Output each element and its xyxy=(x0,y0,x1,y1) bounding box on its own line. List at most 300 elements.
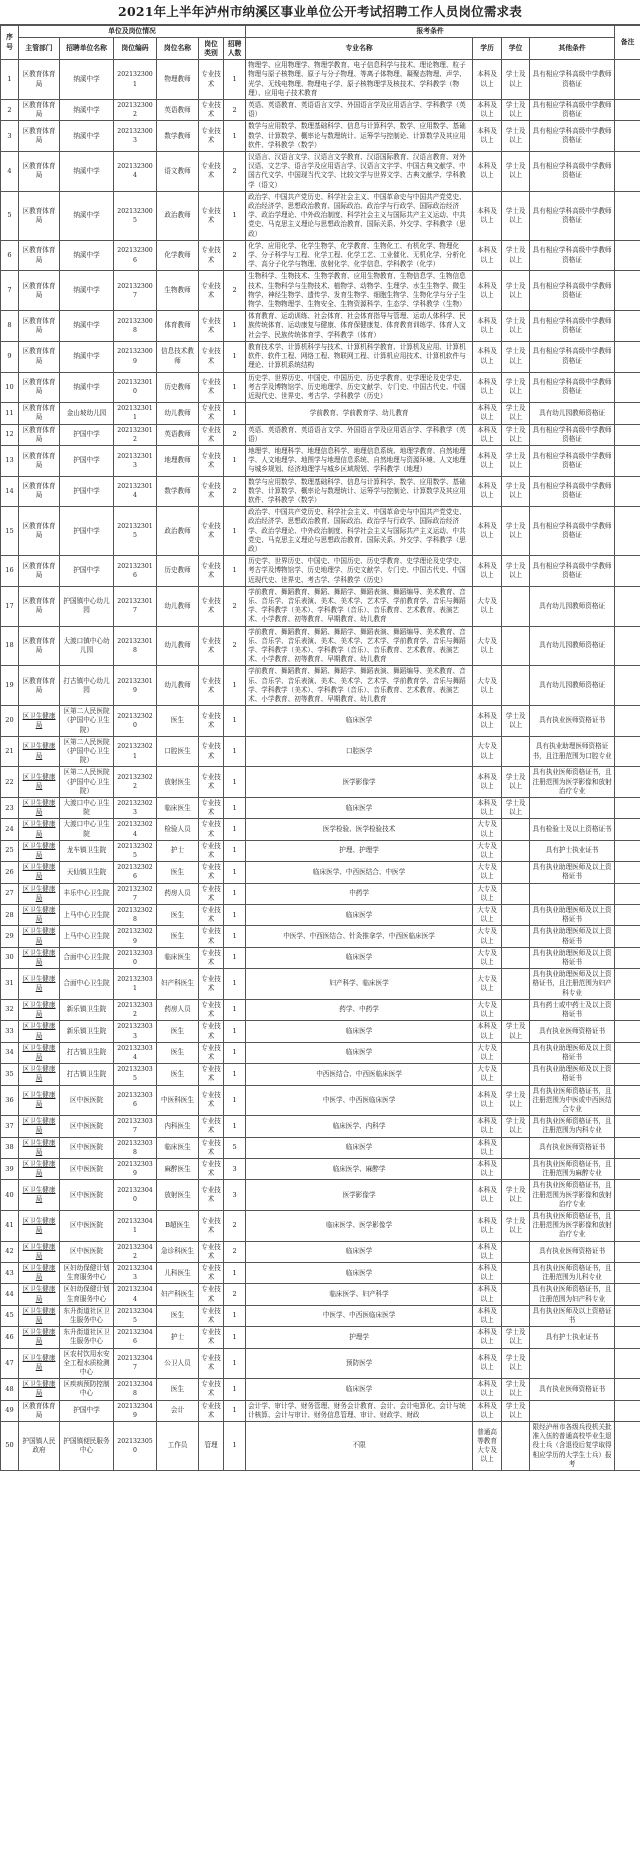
cell-unit: 打古镇卫生院 xyxy=(60,1064,114,1085)
cell-post: 数学教师 xyxy=(157,476,199,507)
cell-degree: 学士及以上 xyxy=(502,556,530,587)
cell-major: 临床医学 xyxy=(246,1042,473,1063)
cell-unit: 上马中心卫生院 xyxy=(60,926,114,947)
cell-major: 临床医学 xyxy=(246,1137,473,1158)
table-row xyxy=(1,706,640,737)
cell-type: 专业技术 xyxy=(199,1241,224,1262)
cell-remark xyxy=(615,556,640,587)
header-major: 专业名称 xyxy=(246,38,473,60)
cell-count: 1 xyxy=(224,1348,246,1379)
cell-count: 1 xyxy=(224,862,246,883)
table-row xyxy=(1,1262,640,1283)
cell-post: 政治教师 xyxy=(157,191,199,240)
cell-type: 专业技术 xyxy=(199,152,224,192)
header-other: 其他条件 xyxy=(530,38,615,60)
cell-post: 幼儿教师 xyxy=(157,666,199,706)
cell-type: 专业技术 xyxy=(199,1327,224,1348)
cell-major: 临床医学、内科学 xyxy=(246,1116,473,1137)
cell-unit: 纳溪中学 xyxy=(60,372,114,403)
cell-dept: 区卫生健康局 xyxy=(19,1116,60,1137)
cell-post: 幼儿教师 xyxy=(157,626,199,666)
cell-dept: 区卫生健康局 xyxy=(19,1379,60,1400)
cell-dept: 区卫生健康局 xyxy=(19,883,60,904)
cell-seq: 42 xyxy=(1,1241,19,1262)
cell-degree: 学士及以上 xyxy=(502,1348,530,1379)
cell-seq: 41 xyxy=(1,1210,19,1241)
table-row xyxy=(1,840,640,861)
cell-type: 专业技术 xyxy=(199,424,224,445)
cell-edu: 本科及以上 xyxy=(473,507,502,556)
cell-degree: 学士及以上 xyxy=(502,100,530,121)
cell-unit: 打古镇中心幼儿园 xyxy=(60,666,114,706)
cell-post: 放射医生 xyxy=(157,1180,199,1211)
cell-seq: 44 xyxy=(1,1284,19,1305)
cell-code: 2021323003 xyxy=(114,121,157,152)
cell-degree xyxy=(502,1241,530,1262)
cell-major: 临床医学 xyxy=(246,798,473,819)
cell-unit: 龙车镇卫生院 xyxy=(60,840,114,861)
cell-other: 具有幼儿园教师资格证 xyxy=(530,586,615,626)
cell-count: 1 xyxy=(224,1064,246,1085)
cell-remark xyxy=(615,969,640,1000)
cell-dept: 区卫生健康局 xyxy=(19,926,60,947)
table-row xyxy=(1,999,640,1020)
cell-type: 专业技术 xyxy=(199,1284,224,1305)
cell-code: 2021323011 xyxy=(114,403,157,424)
header-group-unit: 单位及岗位情况 xyxy=(19,26,246,38)
cell-major: 数学与应用数学、数理基础科学、信息与计算科学、数学、应用数学、基础数学、计算数学、概率论与数理统计、运筹学与控制论、计算数学及其应用软件、学科教学（数学） xyxy=(246,121,473,152)
cell-seq: 4 xyxy=(1,152,19,192)
cell-edu: 本科及以上 xyxy=(473,1180,502,1211)
cell-major: 医学影像学 xyxy=(246,767,473,798)
cell-unit: 纳溪中学 xyxy=(60,311,114,342)
cell-remark xyxy=(615,819,640,840)
cell-major: 口腔医学 xyxy=(246,736,473,767)
cell-major: 临床医学 xyxy=(246,905,473,926)
cell-count: 1 xyxy=(224,1262,246,1283)
cell-major: 学前教育、舞蹈教育、舞蹈、舞蹈学、舞蹈表演、舞蹈编导、美术教育、音乐、音乐学、音乐表演、美术、美术学、艺术学、学前教育学、音乐与舞蹈学、学科教学（美术）、学科教学（音乐）、音乐教育、艺术教育、表演艺术、小学教育、初等教育、早期教育、幼儿教育 xyxy=(246,666,473,706)
cell-remark xyxy=(615,1305,640,1326)
cell-count: 2 xyxy=(224,1210,246,1241)
cell-seq: 40 xyxy=(1,1180,19,1211)
cell-dept: 区教育体育局 xyxy=(19,121,60,152)
cell-other: 具有相应学科高级中学教师资格证 xyxy=(530,311,615,342)
cell-code: 2021323047 xyxy=(114,1348,157,1379)
table-row xyxy=(1,767,640,798)
cell-type: 专业技术 xyxy=(199,798,224,819)
cell-seq: 20 xyxy=(1,706,19,737)
cell-post: 检验人员 xyxy=(157,819,199,840)
cell-seq: 9 xyxy=(1,341,19,372)
table-row xyxy=(1,445,640,476)
cell-edu: 本科及以上 xyxy=(473,476,502,507)
cell-post: B超医生 xyxy=(157,1210,199,1241)
cell-degree xyxy=(502,969,530,1000)
cell-dept: 区卫生健康局 xyxy=(19,798,60,819)
cell-other: 具有相应学科高级中学教师资格证 xyxy=(530,271,615,311)
cell-other xyxy=(530,1400,615,1421)
cell-edu: 本科及以上 xyxy=(473,1116,502,1137)
cell-unit: 护国中学 xyxy=(60,445,114,476)
cell-major: 临床医学、妇产科学 xyxy=(246,1284,473,1305)
cell-degree: 学士及以上 xyxy=(502,507,530,556)
header-group-requirements: 报考条件 xyxy=(246,26,615,38)
cell-code: 2021323044 xyxy=(114,1284,157,1305)
cell-remark xyxy=(615,1400,640,1421)
cell-unit: 区中医医院 xyxy=(60,1116,114,1137)
cell-remark xyxy=(615,424,640,445)
cell-count: 1 xyxy=(224,311,246,342)
cell-count: 1 xyxy=(224,819,246,840)
cell-type: 管理 xyxy=(199,1422,224,1471)
table-row xyxy=(1,1064,640,1085)
cell-dept: 区卫生健康局 xyxy=(19,1241,60,1262)
cell-unit: 护国镇便民服务中心 xyxy=(60,1422,114,1471)
cell-seq: 11 xyxy=(1,403,19,424)
cell-post: 临床医生 xyxy=(157,798,199,819)
cell-remark xyxy=(615,341,640,372)
cell-count: 1 xyxy=(224,1021,246,1042)
cell-major: 临床医学 xyxy=(246,1241,473,1262)
cell-post: 临床医生 xyxy=(157,947,199,968)
cell-code: 2021323033 xyxy=(114,1021,157,1042)
cell-code: 2021323032 xyxy=(114,999,157,1020)
header-seq: 序号 xyxy=(1,26,19,60)
cell-other: 具有执业助理医师及以上资格证书 xyxy=(530,1064,615,1085)
cell-major: 中西医结合、中西医临床医学 xyxy=(246,1064,473,1085)
cell-seq: 39 xyxy=(1,1158,19,1179)
cell-type: 专业技术 xyxy=(199,840,224,861)
cell-seq: 1 xyxy=(1,60,19,100)
cell-other: 具有护士执业证书 xyxy=(530,1327,615,1348)
cell-code: 2021323019 xyxy=(114,666,157,706)
cell-major: 体育教育、运动训练、社会体育、社会体育指导与管理、运动人体科学、民族传统体育、运动康复与健康、体育保健康复、体育教育训练学、体育人文社会学、民族传统体育学、学科教学（体育） xyxy=(246,311,473,342)
table-row xyxy=(1,311,640,342)
cell-edu: 大专及以上 xyxy=(473,862,502,883)
cell-dept: 区卫生健康局 xyxy=(19,969,60,1000)
cell-count: 3 xyxy=(224,1158,246,1179)
cell-remark xyxy=(615,152,640,192)
cell-dept: 区卫生健康局 xyxy=(19,1137,60,1158)
cell-remark xyxy=(615,121,640,152)
cell-remark xyxy=(615,1284,640,1305)
cell-unit: 护国中学 xyxy=(60,476,114,507)
cell-remark xyxy=(615,947,640,968)
cell-seq: 37 xyxy=(1,1116,19,1137)
cell-major: 汉语言、汉语言文学、汉语言文学教育、汉语国际教育、汉语言教育、对外汉语、文艺学、语言学及应用语言学、汉语言文字学、中国古典文献学、中国古代文学、中国现当代文学、比较文学与世界文学、古典文献学、学科教学（语文） xyxy=(246,152,473,192)
cell-remark xyxy=(615,240,640,271)
cell-degree xyxy=(502,736,530,767)
cell-dept: 区教育体育局 xyxy=(19,1400,60,1421)
cell-code: 2021323021 xyxy=(114,736,157,767)
cell-code: 2021323038 xyxy=(114,1137,157,1158)
cell-type: 专业技术 xyxy=(199,586,224,626)
cell-unit: 东升街道社区卫生服务中心 xyxy=(60,1327,114,1348)
cell-edu: 本科及以上 xyxy=(473,1085,502,1116)
cell-post: 内科医生 xyxy=(157,1116,199,1137)
cell-count: 1 xyxy=(224,1042,246,1063)
cell-count: 1 xyxy=(224,883,246,904)
cell-seq: 13 xyxy=(1,445,19,476)
table-row xyxy=(1,121,640,152)
cell-unit: 大渡口镇中心幼儿园 xyxy=(60,626,114,666)
cell-degree: 学士及以上 xyxy=(502,341,530,372)
cell-edu: 本科及以上 xyxy=(473,556,502,587)
cell-count: 1 xyxy=(224,947,246,968)
cell-remark xyxy=(615,586,640,626)
cell-other: 具有相应学科高级中学教师资格证 xyxy=(530,445,615,476)
cell-dept: 区卫生健康局 xyxy=(19,1064,60,1085)
cell-remark xyxy=(615,403,640,424)
cell-major: 中医学、中西医临床医学 xyxy=(246,1085,473,1116)
cell-dept: 区教育体育局 xyxy=(19,424,60,445)
cell-seq: 21 xyxy=(1,736,19,767)
cell-type: 专业技术 xyxy=(199,706,224,737)
cell-edu: 本科及以上 xyxy=(473,1400,502,1421)
cell-remark xyxy=(615,311,640,342)
cell-dept: 区教育体育局 xyxy=(19,507,60,556)
cell-type: 专业技术 xyxy=(199,121,224,152)
cell-dept: 区卫生健康局 xyxy=(19,1348,60,1379)
cell-remark xyxy=(615,476,640,507)
cell-edu: 本科及以上 xyxy=(473,1158,502,1179)
cell-code: 2021323009 xyxy=(114,341,157,372)
cell-other: 具有执业助理医师及以上资格证书 xyxy=(530,947,615,968)
cell-major: 历史学、世界历史、中国史、中国历史、历史学教育、史学理论及史学史、考古学及博物馆学、历史地理学、历史文献学、专门史、中国古代史、中国近现代史、世界史、考古学、学科教学（历史） xyxy=(246,556,473,587)
cell-count: 2 xyxy=(224,240,246,271)
cell-degree: 学士及以上 xyxy=(502,1116,530,1137)
cell-degree xyxy=(502,1305,530,1326)
cell-degree: 学士及以上 xyxy=(502,1210,530,1241)
cell-post: 工作员 xyxy=(157,1422,199,1471)
cell-post: 公卫人员 xyxy=(157,1348,199,1379)
cell-major: 预防医学 xyxy=(246,1348,473,1379)
cell-unit: 新乐镇卫生院 xyxy=(60,1021,114,1042)
table-row xyxy=(1,1042,640,1063)
cell-seq: 50 xyxy=(1,1422,19,1471)
cell-major: 政治学、中国共产党历史、科学社会主义、中国革命史与中国共产党党史、政治经济学、思想政治教育、国际政治、政治学与行政学、国际政治经济学、政治学理论、中外政治制度、科学社会主义与国际共产主义运动、中共党史、马克思主义理论与思想政治教育、国际关系、外交学、学科教学（思政） xyxy=(246,507,473,556)
cell-degree: 学士及以上 xyxy=(502,403,530,424)
cell-edu: 本科及以上 xyxy=(473,152,502,192)
cell-type: 专业技术 xyxy=(199,666,224,706)
cell-other: 具有相应学科高级中学教师资格证 xyxy=(530,372,615,403)
cell-remark xyxy=(615,1064,640,1085)
cell-edu: 大专及以上 xyxy=(473,883,502,904)
cell-remark xyxy=(615,862,640,883)
cell-post: 化学教师 xyxy=(157,240,199,271)
cell-post: 医生 xyxy=(157,706,199,737)
cell-post: 临床医生 xyxy=(157,1137,199,1158)
cell-dept: 区卫生健康局 xyxy=(19,1085,60,1116)
cell-major: 教育技术学、计算机科学与技术、计算机科学教育、计算机及应用、计算机软件、软件工程、网络工程、物联网工程、计算机应用技术、计算机软件与理论、计算机系统结构 xyxy=(246,341,473,372)
cell-dept: 区卫生健康局 xyxy=(19,736,60,767)
cell-type: 专业技术 xyxy=(199,1210,224,1241)
cell-unit: 护国中学 xyxy=(60,556,114,587)
cell-dept: 区卫生健康局 xyxy=(19,905,60,926)
cell-other: 具有执业助理医师及以上资格证书 xyxy=(530,926,615,947)
cell-dept: 区教育体育局 xyxy=(19,476,60,507)
cell-major: 英语、英语教育、英语语言文学、外国语言学及应用语言学、学科教学（英语） xyxy=(246,424,473,445)
cell-other: 具有药士或中药士及以上资格证书 xyxy=(530,999,615,1020)
table-row xyxy=(1,556,640,587)
cell-major: 临床医学 xyxy=(246,1262,473,1283)
cell-code: 2021323029 xyxy=(114,926,157,947)
cell-dept: 区卫生健康局 xyxy=(19,1210,60,1241)
cell-unit: 纳溪中学 xyxy=(60,341,114,372)
cell-degree: 学士及以上 xyxy=(502,1021,530,1042)
cell-other: 具有执业医师资格证书，且注册范围为医学影像和放射治疗专业 xyxy=(530,1210,615,1241)
table-row xyxy=(1,240,640,271)
cell-count: 1 xyxy=(224,191,246,240)
cell-count: 1 xyxy=(224,1085,246,1116)
cell-count: 1 xyxy=(224,798,246,819)
cell-major: 临床医学、麻醉学 xyxy=(246,1158,473,1179)
cell-degree: 学士及以上 xyxy=(502,1379,530,1400)
cell-seq: 2 xyxy=(1,100,19,121)
cell-degree: 学士及以上 xyxy=(502,706,530,737)
header-type: 岗位类别 xyxy=(199,38,224,60)
cell-dept: 区卫生健康局 xyxy=(19,840,60,861)
cell-other: 具有幼儿园教师资格证 xyxy=(530,626,615,666)
cell-type: 专业技术 xyxy=(199,240,224,271)
table-row xyxy=(1,1400,640,1421)
table-row xyxy=(1,862,640,883)
cell-major: 物理学、应用物理学、物理学教育、电子信息科学与技术、理论物理、粒子物理与原子核物理、原子与分子物理、等离子体物理、凝聚态物理、声学、光学、无线电物理、物理电子学、原子核物理学及核技术、学科教学（物理）、应用电子技术教育 xyxy=(246,60,473,100)
table-row xyxy=(1,586,640,626)
cell-other: 具有相应学科高级中学教师资格证 xyxy=(530,507,615,556)
cell-code: 2021323035 xyxy=(114,1064,157,1085)
cell-edu: 大专及以上 xyxy=(473,626,502,666)
cell-other: 具有执业医师资格证书，且注册范围为妇产科专业 xyxy=(530,1284,615,1305)
cell-degree xyxy=(502,1064,530,1085)
cell-count: 1 xyxy=(224,969,246,1000)
cell-remark xyxy=(615,767,640,798)
cell-major: 学前教育、学前教育学、幼儿教育 xyxy=(246,403,473,424)
cell-dept: 区教育体育局 xyxy=(19,152,60,192)
cell-post: 医生 xyxy=(157,1064,199,1085)
cell-code: 2021323022 xyxy=(114,767,157,798)
table-row xyxy=(1,341,640,372)
cell-edu: 本科及以上 xyxy=(473,1284,502,1305)
cell-degree xyxy=(502,1042,530,1063)
cell-post: 语文教师 xyxy=(157,152,199,192)
cell-count: 1 xyxy=(224,1116,246,1137)
cell-seq: 16 xyxy=(1,556,19,587)
cell-unit: 区第二人民医院（护国中心卫生院） xyxy=(60,706,114,737)
cell-major: 医学检验、医学检验技术 xyxy=(246,819,473,840)
cell-unit: 区中医医院 xyxy=(60,1158,114,1179)
header-post: 岗位名称 xyxy=(157,38,199,60)
cell-degree: 学士及以上 xyxy=(502,191,530,240)
cell-post: 医生 xyxy=(157,862,199,883)
cell-code: 2021323001 xyxy=(114,60,157,100)
cell-post: 急诊科医生 xyxy=(157,1241,199,1262)
cell-degree: 学士及以上 xyxy=(502,424,530,445)
cell-seq: 25 xyxy=(1,840,19,861)
cell-edu: 本科及以上 xyxy=(473,341,502,372)
cell-other: 具有相应学科高级中学教师资格证 xyxy=(530,476,615,507)
cell-count: 1 xyxy=(224,926,246,947)
cell-code: 2021323025 xyxy=(114,840,157,861)
cell-dept: 区教育体育局 xyxy=(19,240,60,271)
cell-count: 1 xyxy=(224,905,246,926)
cell-code: 2021323030 xyxy=(114,947,157,968)
cell-degree xyxy=(502,947,530,968)
cell-remark xyxy=(615,840,640,861)
cell-seq: 26 xyxy=(1,862,19,883)
cell-remark xyxy=(615,372,640,403)
cell-unit: 东升街道社区卫生服务中心 xyxy=(60,1305,114,1326)
cell-code: 2021323006 xyxy=(114,240,157,271)
cell-unit: 纳溪中学 xyxy=(60,240,114,271)
cell-degree: 学士及以上 xyxy=(502,767,530,798)
cell-type: 专业技术 xyxy=(199,476,224,507)
cell-post: 物理教师 xyxy=(157,60,199,100)
cell-degree xyxy=(502,840,530,861)
cell-seq: 6 xyxy=(1,240,19,271)
cell-remark xyxy=(615,736,640,767)
cell-edu: 大专及以上 xyxy=(473,666,502,706)
cell-unit: 护国中学 xyxy=(60,507,114,556)
cell-edu: 普通高等教育大专及以上 xyxy=(473,1422,502,1471)
table-row xyxy=(1,372,640,403)
cell-remark xyxy=(615,1327,640,1348)
cell-other: 具有检验士及以上资格证书 xyxy=(530,819,615,840)
cell-unit: 区中医医院 xyxy=(60,1137,114,1158)
cell-edu: 本科及以上 xyxy=(473,403,502,424)
cell-count: 1 xyxy=(224,1400,246,1421)
cell-degree xyxy=(502,1137,530,1158)
cell-dept: 区教育体育局 xyxy=(19,403,60,424)
cell-other: 具有执业医师资格证书，且注册范围为中医或中西医结合专业 xyxy=(530,1085,615,1116)
table-row xyxy=(1,736,640,767)
cell-degree: 学士及以上 xyxy=(502,121,530,152)
cell-seq: 29 xyxy=(1,926,19,947)
cell-degree: 学士及以上 xyxy=(502,1180,530,1211)
cell-unit: 天仙镇卫生院 xyxy=(60,862,114,883)
cell-dept: 区教育体育局 xyxy=(19,191,60,240)
cell-dept: 区卫生健康局 xyxy=(19,767,60,798)
cell-code: 2021323020 xyxy=(114,706,157,737)
cell-post: 会计 xyxy=(157,1400,199,1421)
cell-seq: 23 xyxy=(1,798,19,819)
cell-remark xyxy=(615,666,640,706)
cell-count: 1 xyxy=(224,1379,246,1400)
cell-degree xyxy=(502,586,530,626)
cell-seq: 47 xyxy=(1,1348,19,1379)
cell-degree xyxy=(502,666,530,706)
cell-post: 生物教师 xyxy=(157,271,199,311)
cell-major: 医学影像学 xyxy=(246,1180,473,1211)
table-row xyxy=(1,271,640,311)
cell-code: 2021323017 xyxy=(114,586,157,626)
cell-type: 专业技术 xyxy=(199,1262,224,1283)
cell-edu: 本科及以上 xyxy=(473,1262,502,1283)
cell-major: 妇产科学、临床医学 xyxy=(246,969,473,1000)
cell-post: 医生 xyxy=(157,1042,199,1063)
cell-type: 专业技术 xyxy=(199,862,224,883)
cell-code: 2021323005 xyxy=(114,191,157,240)
cell-other: 具有执业助理医师及以上资格证书 xyxy=(530,905,615,926)
cell-unit: 区第二人民医院（护国中心卫生院） xyxy=(60,736,114,767)
cell-type: 专业技术 xyxy=(199,767,224,798)
cell-unit: 大渡口中心卫生院 xyxy=(60,798,114,819)
table-row xyxy=(1,883,640,904)
cell-seq: 12 xyxy=(1,424,19,445)
cell-edu: 大专及以上 xyxy=(473,926,502,947)
cell-post: 医生 xyxy=(157,905,199,926)
cell-type: 专业技术 xyxy=(199,191,224,240)
